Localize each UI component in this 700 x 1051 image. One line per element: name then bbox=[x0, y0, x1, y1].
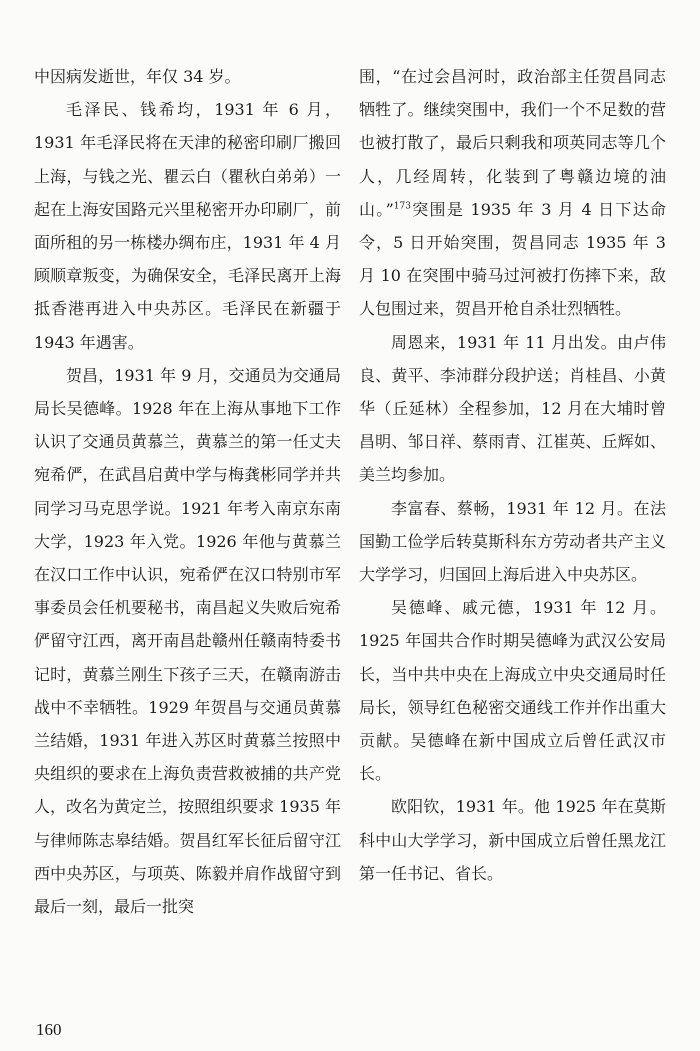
paragraph-continuation: 突围是 1935 年 3 月 4 日下达命令，5 日开始突围，贺昌同志 1935 年 3 月 10 在突围中骑马过河被打伤摔下来，敌人包围过来，贺昌开枪自杀壮烈牺牲。 bbox=[359, 199, 666, 319]
paragraph: 贺昌，1931 年 9 月，交通员为交通局局长吴德峰。1928 年在上海从事地下工作认识了交通员黄慕兰，黄慕兰的第一任丈夫宛希俨，在武昌启黄中学与梅龚彬同学并共同学习马克思学说。1921 年考入南京东南大学，1923 年入党。1926 年他与黄慕兰在汉口工作中认识，宛希俨在汉口特别市军事委员会任机要秘书，南昌起义失败后宛希俨留守江西，离开南昌赴赣州任赣南特委书记时，黄慕兰刚生下孩子三天，在赣南游击战中不幸牺牲。1929 年贺昌与交通员黄慕兰结婚，1931 年进入苏区时黄慕兰按照中央组织的要求在上海负责营救被捕的共产党人，改名为黄定兰，按照组织要求 1935 年与律师陈志皋结婚。贺昌红军长征后留守江西中央苏区，与项英、陈毅并肩作战留守到最后一刻，最后一批突 bbox=[34, 365, 341, 917]
paragraph: 李富春、蔡畅，1931 年 12 月。在法国勤工俭学后转莫斯科东方劳动者共产主义大学学习，归国回上海后进入中央苏区。 bbox=[359, 498, 666, 585]
quote-text: 围，“在过会昌河时，政治部主任贺昌同志牺牲了。继续突围中，我们一个不足数的营也被打散了，最后只剩我和项英同志等几个人，几经周转，化装到了粤赣边境的油山。” bbox=[359, 67, 666, 219]
paragraph: 毛泽民、钱希均，1931 年 6 月，1931 年毛泽民将在天津的秘密印刷厂搬回上海，与钱之光、瞿云白（瞿秋白弟弟）一起在上海安国路元兴里秘密开办印刷厂，前面所租的另一栋楼办绸布庄，1931 年 4 月顾顺章叛变，为确保安全，毛泽民离开上海抵香港再进入中央苏区。毛泽民在新疆于 1943 年遇害。 bbox=[34, 100, 341, 352]
paragraph bbox=[359, 60, 666, 326]
paragraph: 周恩来，1931 年 11 月出发。由卢伟良、黄平、李沛群分段护送；肖桂昌、小黄华（丘延林）全程参加，12 月在大埔时曾昌明、邹日祥、蔡雨青、江崔英、丘辉如、美兰均参加。 bbox=[359, 332, 666, 485]
paragraph: 吴德峰、戚元德，1931 年 12 月。1925 年国共合作时期吴德峰为武汉公安局长，当中共中央在上海成立中央交通局时任局长，领导红色秘密交通线工作并作出重大贡献。吴德峰在新中国成立后曾任武汉市长。 bbox=[359, 598, 666, 784]
page-number: 160 bbox=[36, 1020, 62, 1039]
footnote-reference: 173 bbox=[393, 201, 411, 212]
right-column bbox=[359, 60, 666, 890]
left-column bbox=[34, 60, 341, 923]
paragraph: 中因病发逝世，年仅 34 岁。 bbox=[34, 67, 241, 86]
paragraph: 欧阳钦，1931 年。他 1925 年在莫斯科中山大学学习，新中国成立后曾任黑龙江第一任书记、省长。 bbox=[359, 797, 666, 883]
